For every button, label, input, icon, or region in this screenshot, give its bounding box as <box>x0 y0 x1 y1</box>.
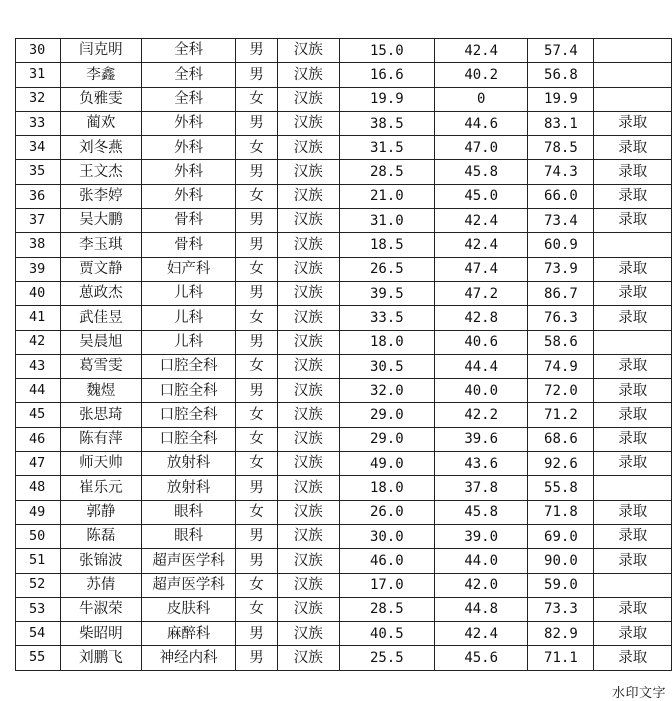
candidate-name-cell: 贾文静 <box>60 257 142 281</box>
total-score-cell: 71.1 <box>528 646 594 670</box>
candidate-name-cell: 吴晨旭 <box>60 330 142 354</box>
department-cell: 骨科 <box>142 209 236 233</box>
gender-cell: 女 <box>236 257 278 281</box>
department-cell: 儿科 <box>142 281 236 305</box>
gender-cell: 女 <box>236 573 278 597</box>
score-b-cell: 45.0 <box>434 184 527 208</box>
row-number-cell: 46 <box>16 427 61 451</box>
gender-cell: 男 <box>236 622 278 646</box>
table-row <box>16 160 672 184</box>
score-b-cell: 39.0 <box>434 524 527 548</box>
score-b-cell: 45.8 <box>434 500 527 524</box>
score-a-cell: 15.0 <box>339 39 434 63</box>
score-b-cell: 42.4 <box>434 233 527 257</box>
ethnicity-cell: 汉族 <box>277 160 339 184</box>
results-table <box>15 38 672 671</box>
row-number-cell: 53 <box>16 597 61 621</box>
admission-result-cell <box>594 233 672 257</box>
table-row <box>16 63 672 87</box>
gender-cell: 女 <box>236 136 278 160</box>
score-a-cell: 38.5 <box>339 111 434 135</box>
score-a-cell: 25.5 <box>339 646 434 670</box>
row-number-cell: 43 <box>16 354 61 378</box>
department-cell: 眼科 <box>142 500 236 524</box>
candidate-name-cell: 张锦波 <box>60 549 142 573</box>
candidate-name-cell: 蔺欢 <box>60 111 142 135</box>
table-row <box>16 184 672 208</box>
score-sheet <box>15 38 672 671</box>
candidate-name-cell: 郭静 <box>60 500 142 524</box>
table-row <box>16 452 672 476</box>
gender-cell: 女 <box>236 306 278 330</box>
row-number-cell: 41 <box>16 306 61 330</box>
candidate-name-cell: 师天帅 <box>60 452 142 476</box>
total-score-cell: 71.8 <box>528 500 594 524</box>
gender-cell: 女 <box>236 452 278 476</box>
score-b-cell: 43.6 <box>434 452 527 476</box>
score-b-cell: 44.4 <box>434 354 527 378</box>
ethnicity-cell: 汉族 <box>277 136 339 160</box>
admission-result-cell: 录取 <box>594 209 672 233</box>
department-cell: 儿科 <box>142 306 236 330</box>
candidate-name-cell: 负雅雯 <box>60 87 142 111</box>
score-a-cell: 29.0 <box>339 427 434 451</box>
watermark-text: 水印文字 <box>611 686 666 701</box>
department-cell: 口腔全科 <box>142 427 236 451</box>
row-number-cell: 31 <box>16 63 61 87</box>
admission-result-cell: 录取 <box>594 646 672 670</box>
ethnicity-cell: 汉族 <box>277 597 339 621</box>
candidate-name-cell: 王文杰 <box>60 160 142 184</box>
department-cell: 全科 <box>142 63 236 87</box>
row-number-cell: 55 <box>16 646 61 670</box>
total-score-cell: 78.5 <box>528 136 594 160</box>
candidate-name-cell: 李鑫 <box>60 63 142 87</box>
admission-result-cell: 录取 <box>594 622 672 646</box>
admission-result-cell <box>594 330 672 354</box>
gender-cell: 男 <box>236 111 278 135</box>
admission-result-cell: 录取 <box>594 500 672 524</box>
candidate-name-cell: 葛雪雯 <box>60 354 142 378</box>
table-row <box>16 39 672 63</box>
row-number-cell: 54 <box>16 622 61 646</box>
ethnicity-cell: 汉族 <box>277 452 339 476</box>
row-number-cell: 42 <box>16 330 61 354</box>
ethnicity-cell: 汉族 <box>277 403 339 427</box>
admission-result-cell: 录取 <box>594 549 672 573</box>
candidate-name-cell: 陈磊 <box>60 524 142 548</box>
table-row <box>16 403 672 427</box>
department-cell: 骨科 <box>142 233 236 257</box>
candidate-name-cell: 葸政杰 <box>60 281 142 305</box>
gender-cell: 女 <box>236 354 278 378</box>
ethnicity-cell: 汉族 <box>277 111 339 135</box>
candidate-name-cell: 苏倩 <box>60 573 142 597</box>
department-cell: 麻醉科 <box>142 622 236 646</box>
candidate-name-cell: 吴大鹏 <box>60 209 142 233</box>
department-cell: 儿科 <box>142 330 236 354</box>
table-row <box>16 622 672 646</box>
admission-result-cell: 录取 <box>594 379 672 403</box>
total-score-cell: 71.2 <box>528 403 594 427</box>
score-b-cell: 40.2 <box>434 63 527 87</box>
ethnicity-cell: 汉族 <box>277 39 339 63</box>
ethnicity-cell: 汉族 <box>277 622 339 646</box>
admission-result-cell: 录取 <box>594 354 672 378</box>
candidate-name-cell: 牛淑荣 <box>60 597 142 621</box>
score-a-cell: 29.0 <box>339 403 434 427</box>
ethnicity-cell: 汉族 <box>277 257 339 281</box>
candidate-name-cell: 柴昭明 <box>60 622 142 646</box>
admission-result-cell: 录取 <box>594 160 672 184</box>
score-a-cell: 31.0 <box>339 209 434 233</box>
total-score-cell: 58.6 <box>528 330 594 354</box>
score-b-cell: 47.4 <box>434 257 527 281</box>
table-row <box>16 354 672 378</box>
row-number-cell: 50 <box>16 524 61 548</box>
gender-cell: 男 <box>236 646 278 670</box>
gender-cell: 女 <box>236 427 278 451</box>
candidate-name-cell: 刘鹏飞 <box>60 646 142 670</box>
score-b-cell: 0 <box>434 87 527 111</box>
ethnicity-cell: 汉族 <box>277 573 339 597</box>
score-b-cell: 42.4 <box>434 622 527 646</box>
score-a-cell: 26.5 <box>339 257 434 281</box>
total-score-cell: 19.9 <box>528 87 594 111</box>
total-score-cell: 66.0 <box>528 184 594 208</box>
gender-cell: 男 <box>236 160 278 184</box>
score-a-cell: 32.0 <box>339 379 434 403</box>
admission-result-cell <box>594 39 672 63</box>
score-a-cell: 18.5 <box>339 233 434 257</box>
department-cell: 全科 <box>142 39 236 63</box>
score-a-cell: 21.0 <box>339 184 434 208</box>
score-b-cell: 42.2 <box>434 403 527 427</box>
department-cell: 妇产科 <box>142 257 236 281</box>
row-number-cell: 39 <box>16 257 61 281</box>
results-table-body <box>16 39 672 671</box>
candidate-name-cell: 刘冬燕 <box>60 136 142 160</box>
table-row <box>16 136 672 160</box>
admission-result-cell: 录取 <box>594 403 672 427</box>
admission-result-cell <box>594 476 672 500</box>
score-b-cell: 40.6 <box>434 330 527 354</box>
row-number-cell: 36 <box>16 184 61 208</box>
row-number-cell: 40 <box>16 281 61 305</box>
total-score-cell: 90.0 <box>528 549 594 573</box>
table-row <box>16 306 672 330</box>
score-b-cell: 42.4 <box>434 209 527 233</box>
gender-cell: 男 <box>236 209 278 233</box>
department-cell: 口腔全科 <box>142 354 236 378</box>
row-number-cell: 47 <box>16 452 61 476</box>
table-row <box>16 330 672 354</box>
score-b-cell: 45.8 <box>434 160 527 184</box>
row-number-cell: 51 <box>16 549 61 573</box>
department-cell: 超声医学科 <box>142 549 236 573</box>
row-number-cell: 37 <box>16 209 61 233</box>
ethnicity-cell: 汉族 <box>277 500 339 524</box>
admission-result-cell: 录取 <box>594 136 672 160</box>
row-number-cell: 32 <box>16 87 61 111</box>
total-score-cell: 73.3 <box>528 597 594 621</box>
gender-cell: 男 <box>236 476 278 500</box>
total-score-cell: 86.7 <box>528 281 594 305</box>
candidate-name-cell: 武佳昱 <box>60 306 142 330</box>
ethnicity-cell: 汉族 <box>277 646 339 670</box>
gender-cell: 男 <box>236 330 278 354</box>
table-row <box>16 257 672 281</box>
admission-result-cell: 录取 <box>594 257 672 281</box>
score-a-cell: 30.5 <box>339 354 434 378</box>
candidate-name-cell: 魏煜 <box>60 379 142 403</box>
department-cell: 外科 <box>142 136 236 160</box>
total-score-cell: 60.9 <box>528 233 594 257</box>
table-row <box>16 233 672 257</box>
row-number-cell: 30 <box>16 39 61 63</box>
row-number-cell: 48 <box>16 476 61 500</box>
score-a-cell: 18.0 <box>339 476 434 500</box>
gender-cell: 女 <box>236 500 278 524</box>
row-number-cell: 49 <box>16 500 61 524</box>
ethnicity-cell: 汉族 <box>277 379 339 403</box>
admission-result-cell: 录取 <box>594 111 672 135</box>
score-a-cell: 30.0 <box>339 524 434 548</box>
gender-cell: 男 <box>236 281 278 305</box>
ethnicity-cell: 汉族 <box>277 209 339 233</box>
table-row <box>16 524 672 548</box>
table-row <box>16 111 672 135</box>
department-cell: 放射科 <box>142 452 236 476</box>
row-number-cell: 33 <box>16 111 61 135</box>
total-score-cell: 76.3 <box>528 306 594 330</box>
ethnicity-cell: 汉族 <box>277 63 339 87</box>
row-number-cell: 38 <box>16 233 61 257</box>
table-row <box>16 87 672 111</box>
score-b-cell: 44.8 <box>434 597 527 621</box>
department-cell: 皮肤科 <box>142 597 236 621</box>
department-cell: 放射科 <box>142 476 236 500</box>
total-score-cell: 68.6 <box>528 427 594 451</box>
total-score-cell: 82.9 <box>528 622 594 646</box>
ethnicity-cell: 汉族 <box>277 354 339 378</box>
gender-cell: 女 <box>236 184 278 208</box>
department-cell: 超声医学科 <box>142 573 236 597</box>
score-a-cell: 19.9 <box>339 87 434 111</box>
score-a-cell: 33.5 <box>339 306 434 330</box>
gender-cell: 男 <box>236 379 278 403</box>
score-a-cell: 49.0 <box>339 452 434 476</box>
gender-cell: 男 <box>236 39 278 63</box>
score-b-cell: 47.0 <box>434 136 527 160</box>
score-b-cell: 42.4 <box>434 39 527 63</box>
score-a-cell: 26.0 <box>339 500 434 524</box>
department-cell: 外科 <box>142 111 236 135</box>
total-score-cell: 73.9 <box>528 257 594 281</box>
department-cell: 外科 <box>142 160 236 184</box>
row-number-cell: 35 <box>16 160 61 184</box>
total-score-cell: 69.0 <box>528 524 594 548</box>
score-b-cell: 45.6 <box>434 646 527 670</box>
score-b-cell: 39.6 <box>434 427 527 451</box>
candidate-name-cell: 闫克明 <box>60 39 142 63</box>
candidate-name-cell: 崔乐元 <box>60 476 142 500</box>
gender-cell: 男 <box>236 63 278 87</box>
score-b-cell: 42.8 <box>434 306 527 330</box>
ethnicity-cell: 汉族 <box>277 184 339 208</box>
department-cell: 口腔全科 <box>142 379 236 403</box>
ethnicity-cell: 汉族 <box>277 476 339 500</box>
admission-result-cell <box>594 573 672 597</box>
gender-cell: 女 <box>236 403 278 427</box>
admission-result-cell <box>594 87 672 111</box>
score-b-cell: 40.0 <box>434 379 527 403</box>
gender-cell: 女 <box>236 597 278 621</box>
total-score-cell: 73.4 <box>528 209 594 233</box>
total-score-cell: 74.3 <box>528 160 594 184</box>
score-a-cell: 16.6 <box>339 63 434 87</box>
total-score-cell: 83.1 <box>528 111 594 135</box>
total-score-cell: 92.6 <box>528 452 594 476</box>
candidate-name-cell: 李玉琪 <box>60 233 142 257</box>
table-row <box>16 597 672 621</box>
total-score-cell: 57.4 <box>528 39 594 63</box>
total-score-cell: 74.9 <box>528 354 594 378</box>
department-cell: 外科 <box>142 184 236 208</box>
ethnicity-cell: 汉族 <box>277 330 339 354</box>
ethnicity-cell: 汉族 <box>277 233 339 257</box>
table-row <box>16 573 672 597</box>
table-row <box>16 427 672 451</box>
gender-cell: 男 <box>236 524 278 548</box>
score-a-cell: 40.5 <box>339 622 434 646</box>
score-a-cell: 39.5 <box>339 281 434 305</box>
gender-cell: 男 <box>236 549 278 573</box>
score-a-cell: 18.0 <box>339 330 434 354</box>
table-row <box>16 646 672 670</box>
admission-result-cell <box>594 63 672 87</box>
ethnicity-cell: 汉族 <box>277 427 339 451</box>
row-number-cell: 44 <box>16 379 61 403</box>
ethnicity-cell: 汉族 <box>277 306 339 330</box>
row-number-cell: 52 <box>16 573 61 597</box>
score-a-cell: 28.5 <box>339 597 434 621</box>
gender-cell: 女 <box>236 87 278 111</box>
admission-result-cell: 录取 <box>594 281 672 305</box>
score-a-cell: 17.0 <box>339 573 434 597</box>
candidate-name-cell: 陈有萍 <box>60 427 142 451</box>
table-row <box>16 549 672 573</box>
admission-result-cell: 录取 <box>594 524 672 548</box>
table-row <box>16 379 672 403</box>
score-b-cell: 47.2 <box>434 281 527 305</box>
admission-result-cell: 录取 <box>594 306 672 330</box>
department-cell: 眼科 <box>142 524 236 548</box>
row-number-cell: 45 <box>16 403 61 427</box>
ethnicity-cell: 汉族 <box>277 87 339 111</box>
department-cell: 神经内科 <box>142 646 236 670</box>
department-cell: 口腔全科 <box>142 403 236 427</box>
total-score-cell: 56.8 <box>528 63 594 87</box>
table-row <box>16 500 672 524</box>
score-a-cell: 28.5 <box>339 160 434 184</box>
candidate-name-cell: 张思琦 <box>60 403 142 427</box>
total-score-cell: 59.0 <box>528 573 594 597</box>
admission-result-cell: 录取 <box>594 184 672 208</box>
ethnicity-cell: 汉族 <box>277 549 339 573</box>
admission-result-cell: 录取 <box>594 452 672 476</box>
candidate-name-cell: 张李婷 <box>60 184 142 208</box>
table-row <box>16 476 672 500</box>
gender-cell: 男 <box>236 233 278 257</box>
total-score-cell: 72.0 <box>528 379 594 403</box>
score-b-cell: 44.0 <box>434 549 527 573</box>
admission-result-cell: 录取 <box>594 427 672 451</box>
score-a-cell: 31.5 <box>339 136 434 160</box>
row-number-cell: 34 <box>16 136 61 160</box>
ethnicity-cell: 汉族 <box>277 281 339 305</box>
score-b-cell: 42.0 <box>434 573 527 597</box>
score-a-cell: 46.0 <box>339 549 434 573</box>
table-row <box>16 209 672 233</box>
total-score-cell: 55.8 <box>528 476 594 500</box>
ethnicity-cell: 汉族 <box>277 524 339 548</box>
admission-result-cell: 录取 <box>594 597 672 621</box>
table-row <box>16 281 672 305</box>
score-b-cell: 44.6 <box>434 111 527 135</box>
department-cell: 全科 <box>142 87 236 111</box>
score-b-cell: 37.8 <box>434 476 527 500</box>
